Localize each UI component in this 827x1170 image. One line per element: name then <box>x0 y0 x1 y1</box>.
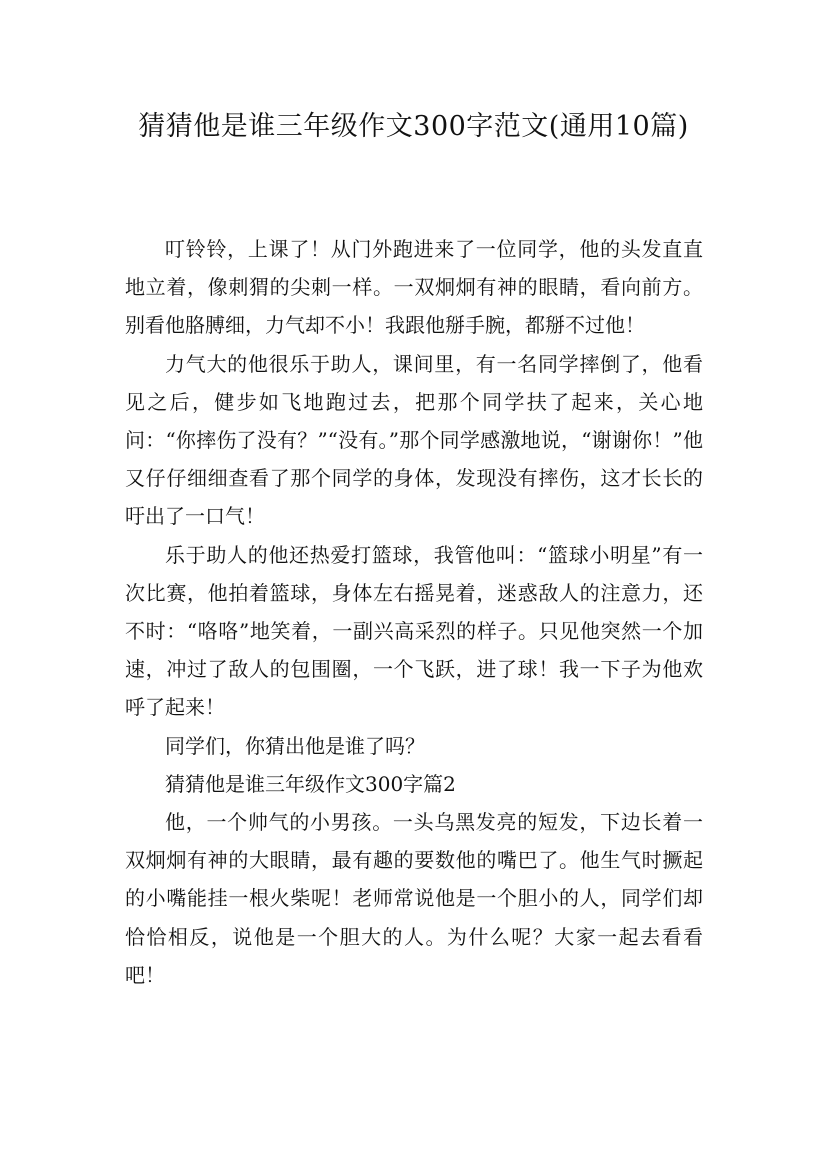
paragraph: 他，一个帅气的小男孩。一头乌黑发亮的短发，下边长着一双炯炯有神的大眼睛，最有趣的要数他的嘴巴了。他生气时撅起的小嘴能挂一根火柴呢！老师常说他是一个胆小的人，同学们却恰恰相反，说他是一个胆大的人。为什么呢？大家一起去看看吧！ <box>125 810 703 987</box>
paragraph: 乐于助人的他还热爱打篮球，我管他叫：“篮球小明星”有一次比赛，他拍着篮球，身体左右摇晃着，迷惑敌人的注意力，还不时：“咯咯”地笑着，一副兴高采烈的样子。只见他突然一个加速，冲过了敌人的包围圈，一个飞跃，进了球！我一下子为他欢呼了起来！ <box>125 542 703 720</box>
paragraph: 叮铃铃，上课了！从门外跑进来了一位同学，他的头发直直地立着，像刺猬的尖刺一样。一双炯炯有神的眼睛，看向前方。别看他胳膊细，力气却不小！我跟他掰手腕，都掰不过他！ <box>125 237 703 338</box>
document-body <box>125 230 703 994</box>
paragraph: 力气大的他很乐于助人，课间里，有一名同学摔倒了，他看见之后，健步如飞地跑过去，把那个同学扶了起来，关心地问：“你摔伤了没有？”“没有。”那个同学感激地说，“谢谢你！”他又仔仔细细查看了那个同学的身体，发现没有摔伤，这才长长的吁出了一口气！ <box>125 351 703 529</box>
paragraph: 同学们，你猜出他是谁了吗？ <box>165 733 425 758</box>
section-heading: 猜猜他是谁三年级作文300字篇2 <box>165 771 456 796</box>
document-title: 猜猜他是谁三年级作文300字范文(通用10篇) <box>138 111 689 142</box>
